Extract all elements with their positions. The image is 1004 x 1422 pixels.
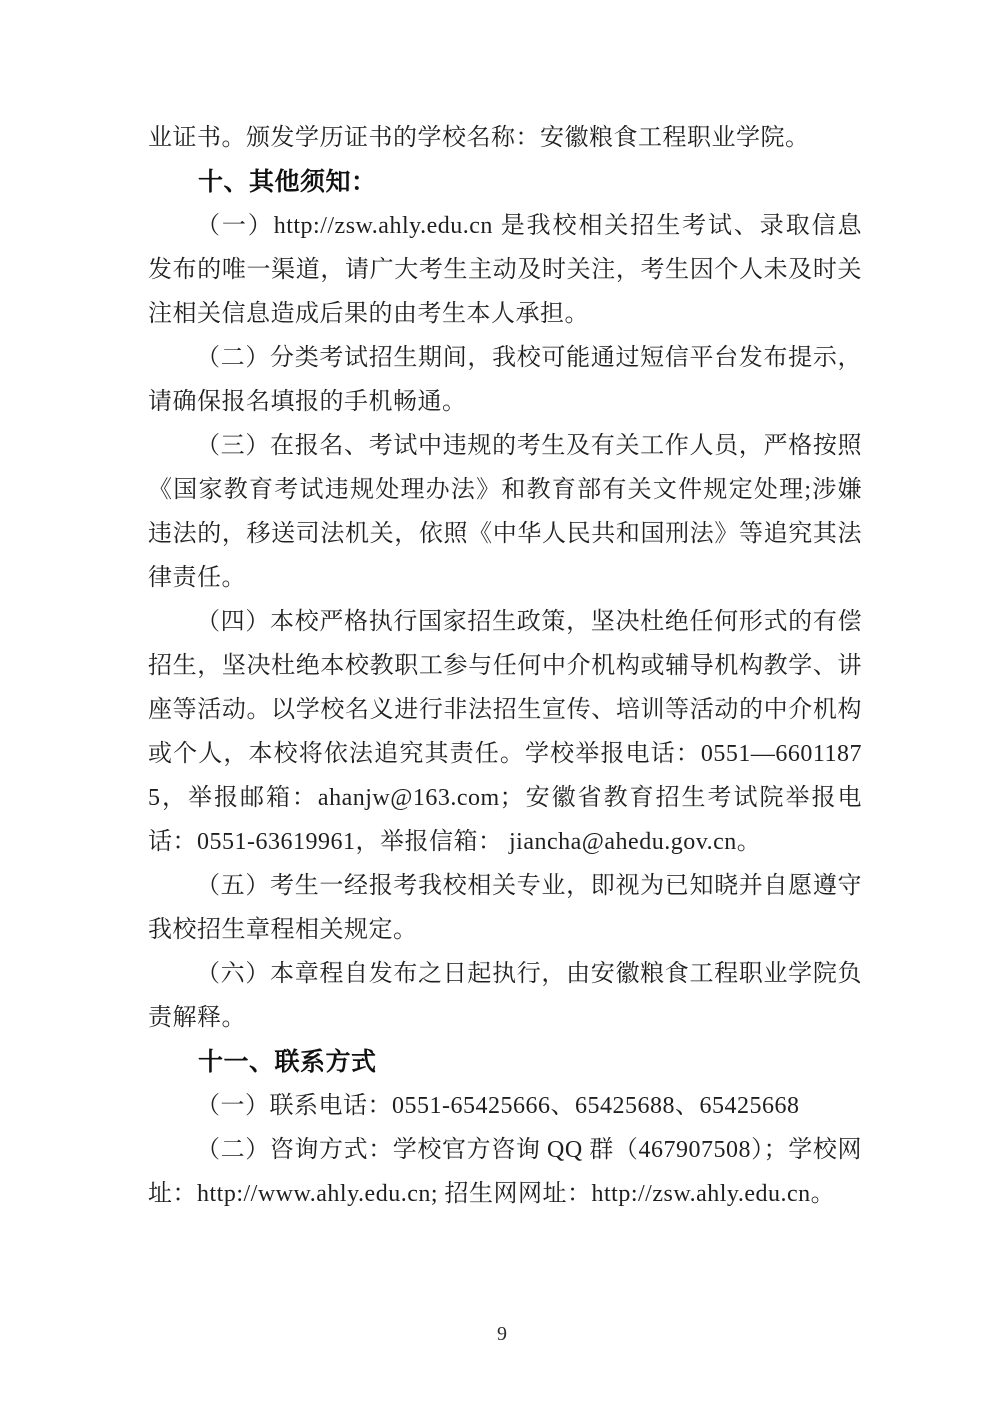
paragraph-notes-item-3-violations: （三）在报名、考试中违规的考生及有关工作人员，严格按照《国家教育考试违规处理办法》和教育部有关文件规定处理;涉嫌违法的，移送司法机关，依照《中华人民共和国刑法》等追究其法律责任。: [148, 433, 862, 591]
page-number: 9: [497, 1323, 507, 1345]
document-body: [148, 116, 862, 1216]
section-heading-contact-info: 十一、联系方式: [198, 1048, 377, 1076]
paragraph-contact-item-1-phone: （一）联系电话：0551-65425666、65425688、65425668: [196, 1093, 800, 1119]
paragraph-notes-item-6-effective-date: （六）本章程自发布之日起执行，由安徽粮食工程职业学院负责解释。: [148, 961, 862, 1031]
paragraph-notes-item-5-consent: （五）考生一经报考我校相关专业，即视为已知晓并自愿遵守我校招生章程相关规定。: [148, 873, 862, 943]
section-heading-other-notes: 十、其他须知：: [198, 168, 377, 196]
paragraph-degree-certificate-continuation: 业证书。颁发学历证书的学校名称：安徽粮食工程职业学院。: [148, 125, 810, 151]
paragraph-notes-item-2-sms-notice: （二）分类考试招生期间，我校可能通过短信平台发布提示，请确保报名填报的手机畅通。: [148, 345, 862, 415]
paragraph-contact-item-2-qq-website: （二）咨询方式：学校官方咨询 QQ 群（467907508）；学校网址：http://www.ahly.edu.cn; 招生网网址：http://zsw.ahly.edu.cn。: [148, 1137, 862, 1207]
page-footer: [0, 1320, 1004, 1348]
paragraph-notes-item-4-enrollment-policy-report: （四）本校严格执行国家招生政策，坚决杜绝任何形式的有偿招生，坚决杜绝本校教职工参与任何中介机构或辅导机构教学、讲座等活动。以学校名义进行非法招生宣传、培训等活动的中介机构或个人，本校将依法追究其责任。学校举报电话：0551—66011875，举报邮箱：ahanjw@163.com；安徽省教育招生考试院举报电话：0551-63619961，举报信箱： jiancha@ahedu.gov.cn。: [148, 609, 862, 855]
paragraph-notes-item-1-official-website: （一）http://zsw.ahly.edu.cn 是我校相关招生考试、录取信息发布的唯一渠道，请广大考生主动及时关注，考生因个人未及时关注相关信息造成后果的由考生本人承担。: [148, 213, 862, 327]
